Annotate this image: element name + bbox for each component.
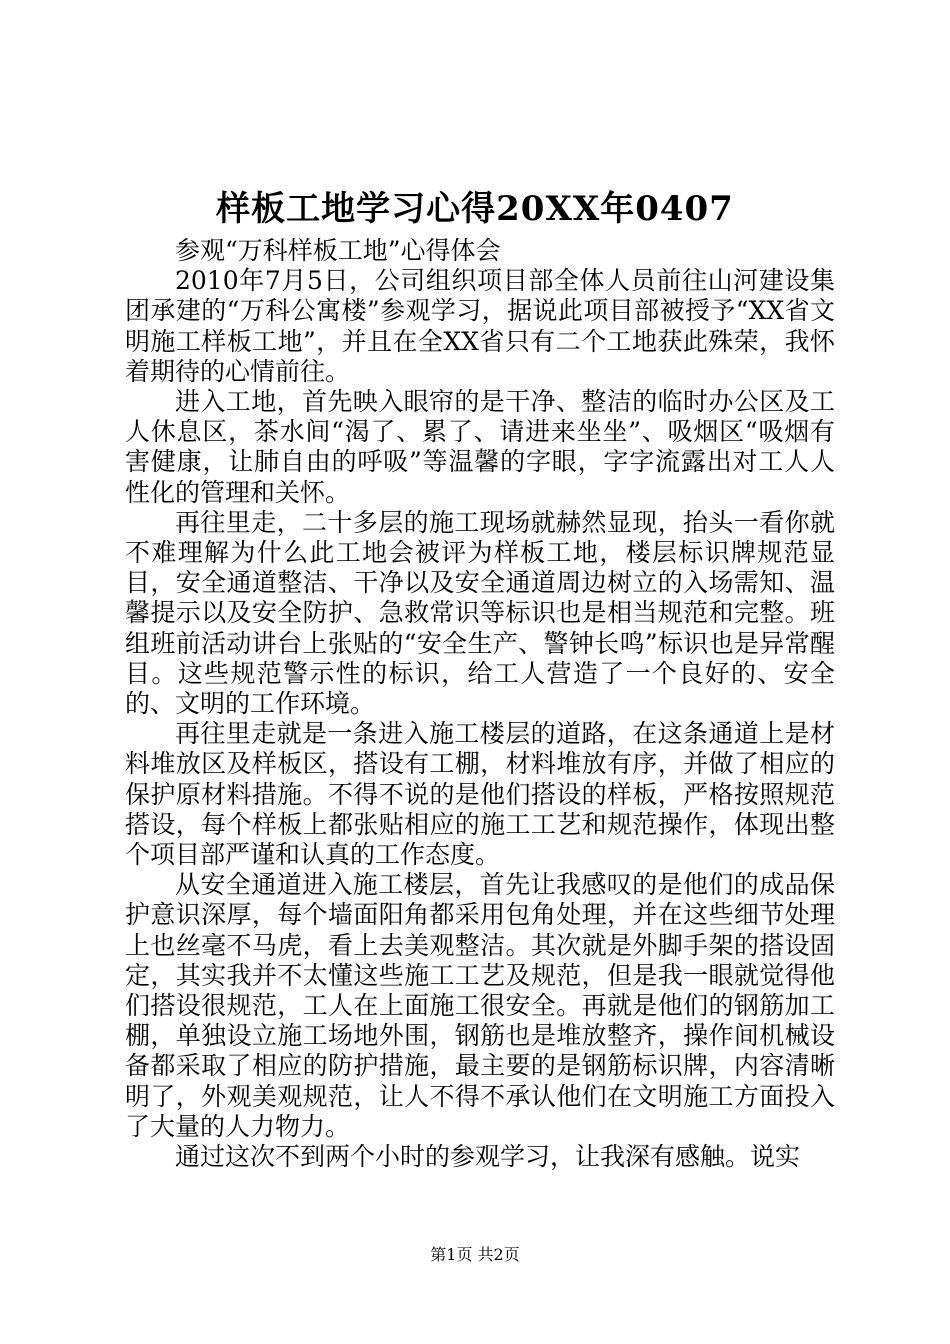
paragraph: 进入工地，首先映入眼帘的是干净、整洁的临时办公区及工人休息区，茶水间“渴了、累了、请进来坐坐”、吸烟区“吸烟有害健康，让肺自由的呼吸”等温馨的字眼，字字流露出对工人人性化的管理和关怀。 <box>125 387 835 507</box>
paragraph: 再往里走就是一条进入施工楼层的道路，在这条通道上是材料堆放区及样板区，搭设有工棚，材料堆放有序，并做了相应的保护原材料措施。不得不说的是他们搭设的样板，严格按照规范搭设，每个样板上都张贴相应的施工工艺和规范操作，体现出整个项目部严谨和认真的工作态度。 <box>125 719 835 870</box>
document-title: 样板工地学习心得20XX年0407 <box>216 189 734 229</box>
paragraph: 从安全通道进入施工楼层，首先让我感叹的是他们的成品保护意识深厚，每个墙面阳角都采用包角处理，并在这些细节处理上也丝毫不马虎，看上去美观整洁。其次就是外脚手架的搭设固定，其实我并不太懂这些施工工艺及规范，但是我一眼就觉得他们搭设很规范，工人在上面施工很安全。再就是他们的钢筋加工棚，单独设立施工场地外围，钢筋也是堆放整齐，操作间机械设备都采取了相应的防护措施，最主要的是钢筋标识牌，内容清晰明了，外观美观规范，让人不得不承认他们在文明施工方面投入了大量的人力物力。 <box>125 870 835 1141</box>
paragraph: 2010年7月5日，公司组织项目部全体人员前往山河建设集团承建的“万科公寓楼”参观学习，据说此项目部被授予“XX省文明施工样板工地”，并且在全XX省只有二个工地获此殊荣，我怀着期待的心情前往。 <box>125 266 835 386</box>
paragraph: 再往里走，二十多层的施工现场就赫然显现，抬头一看你就不难理解为什么此工地会被评为样板工地，楼层标识牌规范显目，安全通道整洁、干净以及安全通道周边树立的入场需知、温馨提示以及安全防护、急救常识等标识也是相当规范和完整。班组班前活动讲台上张贴的“安全生产、警钟长鸣”标识也是异常醒目。这些规范警示性的标识，给工人营造了一个良好的、安全的、文明的工作环境。 <box>125 507 835 719</box>
document-body <box>125 236 835 1172</box>
paragraph: 通过这次不到两个小时的参观学习，让我深有感触。说实 <box>175 1142 801 1172</box>
page-footer: 第1页 共2页 <box>430 1245 520 1264</box>
paragraph-subtitle: 参观“万科样板工地”心得体会 <box>175 236 501 265</box>
